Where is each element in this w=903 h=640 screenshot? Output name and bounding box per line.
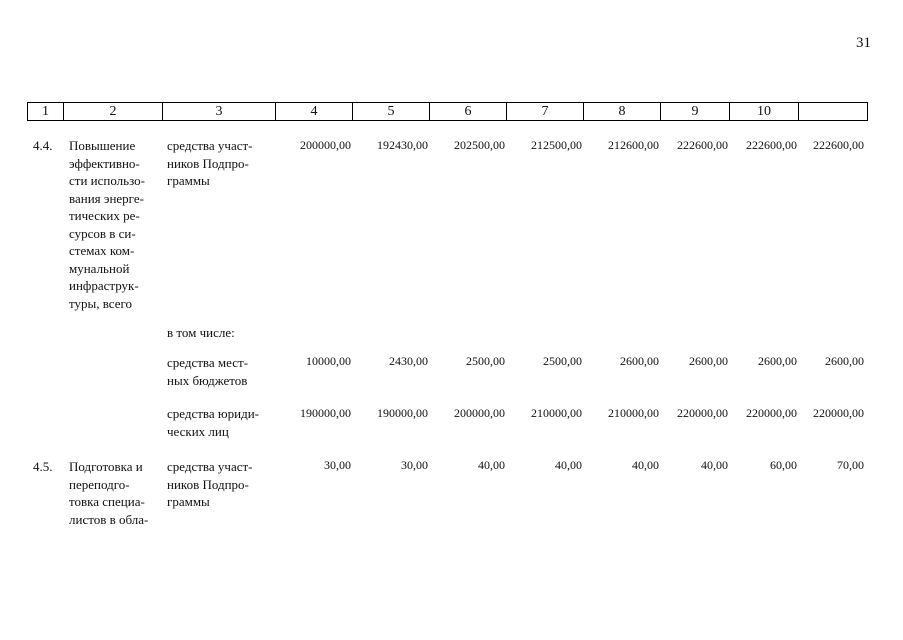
- funding-source-line: граммы: [167, 494, 210, 509]
- measure-name-line: вания энерге-: [69, 190, 144, 206]
- value-cell: 202500,00: [454, 138, 505, 152]
- page-number: 31: [856, 35, 871, 51]
- including-label: в том числе:: [167, 325, 235, 340]
- value-cell: 60,00: [770, 458, 797, 472]
- column-header-1: 1: [28, 103, 64, 121]
- measure-name-line: стемах ком-: [69, 243, 135, 258]
- value-cell: 222600,00: [746, 138, 797, 152]
- column-header-row: [28, 103, 868, 121]
- column-header-table: [27, 102, 868, 121]
- column-header-2: 2: [64, 103, 163, 121]
- value-cell: 2600,00: [689, 354, 728, 368]
- measure-name-line: туры, всего: [69, 295, 133, 311]
- column-header-8: 8: [584, 103, 661, 121]
- value-cell: 220000,00: [813, 406, 864, 420]
- funding-source: [167, 137, 273, 190]
- row-number: 4.5.: [33, 459, 53, 474]
- funding-source: [167, 405, 273, 440]
- value-cell: 222600,00: [677, 138, 728, 152]
- value-cell: 40,00: [555, 458, 582, 472]
- column-header-5: 5: [353, 103, 430, 121]
- value-cell: 200000,00: [300, 138, 351, 152]
- value-cell: 190000,00: [300, 406, 351, 420]
- measure-name-line: товка специа-: [69, 494, 145, 509]
- column-header-10: 10: [730, 103, 799, 121]
- measure-name-line: сурсов в си-: [69, 225, 136, 241]
- value-cell: 190000,00: [377, 406, 428, 420]
- measure-name-line: инфраструк-: [69, 278, 139, 293]
- value-cell: 220000,00: [746, 406, 797, 420]
- measure-name-line: Подготовка и: [69, 459, 143, 474]
- value-cell: 2500,00: [543, 354, 582, 368]
- measure-name-line: мунальной: [69, 260, 130, 276]
- value-cell: 40,00: [478, 458, 505, 472]
- value-cell: 10000,00: [306, 354, 351, 368]
- measure-name-line: Повышение: [69, 138, 136, 153]
- column-header-9: 9: [661, 103, 730, 121]
- measure-name-line: листов в обла-: [69, 511, 149, 527]
- column-header-6: 6: [430, 103, 507, 121]
- measure-name: [69, 137, 161, 312]
- value-cell: 40,00: [701, 458, 728, 472]
- funding-source-line: средства участ-: [167, 138, 253, 153]
- value-cell: 2600,00: [825, 354, 864, 368]
- funding-source: [167, 354, 273, 389]
- measure-name-line: сти использо-: [69, 173, 145, 188]
- measure-name-line: эффективно-: [69, 155, 140, 171]
- funding-source-line: ников Подпро-: [167, 155, 249, 171]
- funding-source-line: граммы: [167, 173, 210, 188]
- column-header-3: 3: [163, 103, 276, 121]
- value-cell: 220000,00: [677, 406, 728, 420]
- value-cell: 2430,00: [389, 354, 428, 368]
- column-header-11: [799, 103, 868, 121]
- row-number: 4.4.: [33, 138, 53, 153]
- funding-source-line: ных бюджетов: [167, 372, 248, 388]
- column-header-4: 4: [276, 103, 353, 121]
- value-cell: 30,00: [401, 458, 428, 472]
- value-cell: 70,00: [837, 458, 864, 472]
- measure-name: [69, 458, 161, 528]
- value-cell: 2600,00: [758, 354, 797, 368]
- value-cell: 40,00: [632, 458, 659, 472]
- funding-source: [167, 458, 273, 511]
- funding-source-line: средства юриди-: [167, 406, 259, 421]
- funding-source-line: средства мест-: [167, 355, 249, 370]
- value-cell: 212600,00: [608, 138, 659, 152]
- value-cell: 200000,00: [454, 406, 505, 420]
- value-cell: 210000,00: [531, 406, 582, 420]
- measure-name-line: переподго-: [69, 476, 130, 492]
- value-cell: 2600,00: [620, 354, 659, 368]
- value-cell: 210000,00: [608, 406, 659, 420]
- value-cell: 192430,00: [377, 138, 428, 152]
- value-cell: 30,00: [324, 458, 351, 472]
- value-cell: 222600,00: [813, 138, 864, 152]
- value-cell: 212500,00: [531, 138, 582, 152]
- column-header-7: 7: [507, 103, 584, 121]
- value-cell: 2500,00: [466, 354, 505, 368]
- funding-source-line: средства участ-: [167, 459, 253, 474]
- funding-source-line: ников Подпро-: [167, 476, 249, 492]
- measure-name-line: тических ре-: [69, 208, 140, 223]
- funding-source-line: ческих лиц: [167, 423, 229, 439]
